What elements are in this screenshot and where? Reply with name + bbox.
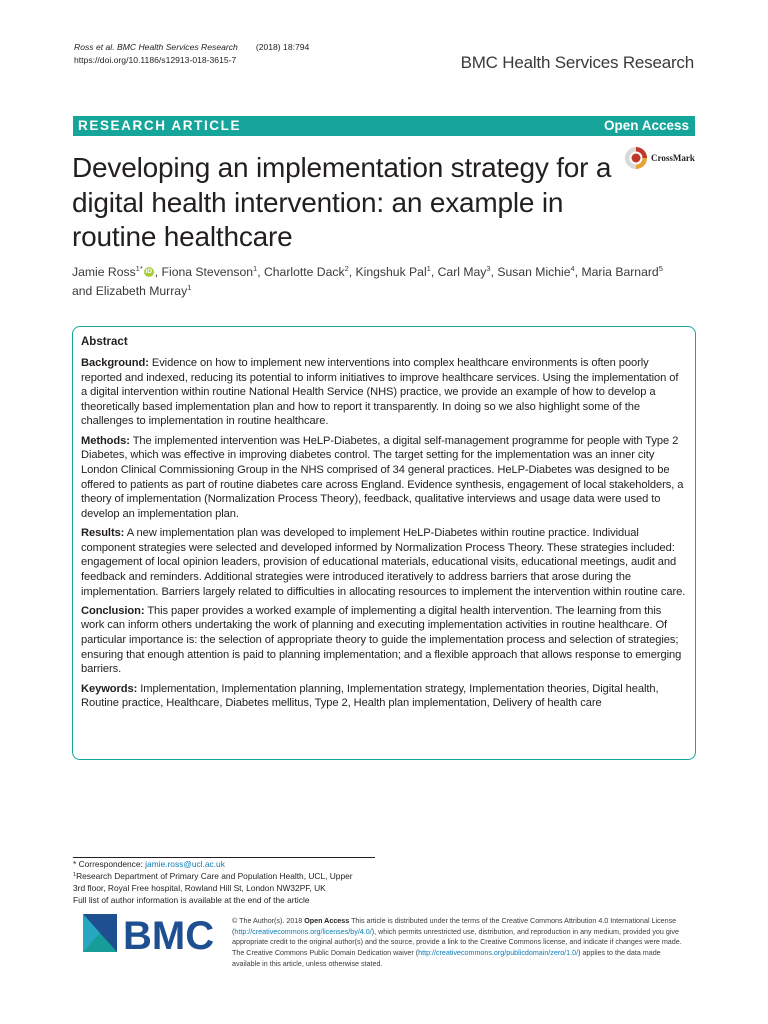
author-affiliation-mark: 5 bbox=[658, 264, 663, 273]
author-name: Susan Michie bbox=[497, 265, 571, 279]
article-type-ribbon bbox=[73, 116, 695, 136]
author-name: Maria Barnard bbox=[581, 265, 659, 279]
author-name: Fiona Stevenson bbox=[161, 265, 254, 279]
crossmark-label: CrossMark bbox=[651, 153, 695, 163]
license-statement bbox=[232, 916, 687, 970]
affiliation-line-1: Research Department of Primary Care and Population Health, UCL, Upper bbox=[76, 871, 353, 881]
doi-link[interactable]: https://doi.org/10.1186/s12913-018-3615-7 bbox=[74, 55, 237, 65]
license-text-1: This article is distributed under the terms of the Creative Commons Attribution 4.0 International License ( bbox=[232, 917, 677, 936]
abstract-box bbox=[72, 326, 696, 760]
license-open-access: Open Access bbox=[304, 917, 350, 925]
author-affiliation-mark: 2 bbox=[344, 264, 349, 273]
orcid-icon[interactable]: iD bbox=[145, 268, 153, 275]
journal-name: BMC Health Services Research bbox=[460, 53, 694, 72]
correspondence-email[interactable]: jamie.ross@ucl.ac.uk bbox=[145, 859, 225, 869]
author-affiliation-mark: 1 bbox=[253, 264, 258, 273]
author-affiliation-mark: 3 bbox=[486, 264, 491, 273]
abstract-section-label: Methods: bbox=[81, 434, 130, 447]
abstract-section-text: A new implementation plan was developed to implement HeLP-Diabetes within routine practice. Individual component strategies were selected and developed informed by Normalization Process Theory. These strategies included: engagement of local opinion leaders, provision of educational materials, educational visits, educational meetings, audit and feedback and reminders. Additional strategies were introduced iteratively to address barriers that arose during the implementation. Barriers largely related to difficulties in allocating resources to implement the intervention within routine care. bbox=[81, 527, 686, 598]
abstract-section-text: This paper provides a worked example of implementing a digital health intervention. The learning from this work can inform others undertaking the work of planning and executing implementation activities in routine healthcare. Of particular importance is: the selection of appropriate theory to guide the implementation process and selection of strategies; ensuring that enough attention is paid to planning implementation; and a flexible approach that allows response to emerging barriers. bbox=[81, 604, 682, 676]
footnotes bbox=[73, 858, 393, 906]
abstract-section-text: The implemented intervention was HeLP-Diabetes, a digital self-management programme for people with Type 2 Diabetes, which was effective in improving diabetes control. The target setting for the implementation was an inner city London Clinical Commissioning Group in the NHS comprised of 34 general practices. HeLP-Diabetes was designed to be offered to patients as part of routine diabetes care across England. Evidence synthesis, engagement of local stakeholders, a theory of implementation (Normalization Process Theory), feedback, qualitative interviews and usage data were used to develop an implementation plan. bbox=[81, 434, 684, 520]
abstract-heading: Abstract bbox=[81, 336, 128, 348]
author-name: Carl May bbox=[437, 265, 487, 279]
author-name: Charlotte Dack bbox=[263, 265, 345, 279]
abstract-section-text: Evidence on how to implement new interventions into complex healthcare environments is often poorly reported and indexed, reducing its potential to inform initiatives to improve healthcare services. Using the implementation of a digital intervention within routine National Health Service (NHS) practice, we provide an example of how to develop a theoretically based implementation plan and how to report it transparently. In doing so we also highlight some of the challenges to implementation in routine healthcare. bbox=[81, 357, 679, 428]
article-title: Developing an implementation strategy for a digital health intervention: an example in routine healthcare bbox=[72, 152, 612, 252]
abstract-section bbox=[81, 526, 687, 599]
affiliation-line-2: 3rd floor, Royal Free hospital, Rowland Hill St, London NW32PF, UK bbox=[73, 883, 326, 893]
author-affiliation-mark: 1 bbox=[187, 283, 192, 292]
author-name: Kingshuk Pal bbox=[355, 265, 427, 279]
author-affiliation-mark: 4 bbox=[570, 264, 575, 273]
abstract-section-label: Keywords: bbox=[81, 682, 138, 695]
citation-year: (2018) 18:794 bbox=[255, 42, 310, 52]
abstract-section bbox=[81, 434, 687, 522]
full-author-info-note: Full list of author information is available at the end of the article bbox=[73, 895, 310, 905]
citation-header bbox=[74, 41, 309, 67]
copyright-text: © The Author(s). 2018 bbox=[232, 917, 303, 925]
abstract-section-label: Results: bbox=[81, 527, 125, 540]
license-link-by[interactable]: http://creativecommons.org/licenses/by/4.0/ bbox=[234, 927, 372, 936]
affiliation-mark: 1 bbox=[73, 872, 77, 878]
author-list: Jamie Ross$^{1*}$ iD , Fiona Stevenson$^1$, Charlotte Dack$^2$, Kingshuk Pal$^1$, Carl May$^3$, Susan Michie$^4$, Maria Barnard$^5$ and Elizabeth Murray$^1$ bbox=[72, 264, 663, 298]
license-text-3: ) applies to the data made available in this article, unless otherwise stated. bbox=[232, 949, 661, 968]
abstract-section-text: Implementation, Implementation planning, Implementation strategy, Implementation theories, Digital health, Routine practice, Healthcare, Diabetes mellitus, Type 2, Health plan implementation, Delivery of health care bbox=[81, 682, 659, 710]
author-affiliation-mark: 1* bbox=[135, 264, 143, 273]
bmc-logo-text: BMC bbox=[123, 914, 215, 958]
abstract-section bbox=[81, 356, 687, 429]
correspondence-label: * Correspondence: bbox=[73, 859, 143, 869]
abstract-body bbox=[81, 356, 687, 711]
citation-authors: Ross et al. BMC Health Services Research bbox=[74, 42, 238, 52]
author-affiliation-mark: 1 bbox=[426, 264, 431, 273]
abstract-section bbox=[81, 604, 687, 677]
crossmark-icon bbox=[624, 146, 648, 170]
open-access-label: Open Access bbox=[603, 118, 689, 133]
crossmark-badge[interactable] bbox=[624, 146, 696, 172]
bmc-logo bbox=[83, 908, 219, 958]
abstract-section-label: Conclusion: bbox=[81, 604, 145, 617]
article-type-label: RESEARCH ARTICLE bbox=[78, 118, 242, 133]
abstract-section-label: Background: bbox=[81, 357, 149, 369]
abstract-section bbox=[81, 682, 687, 711]
license-text-2: ), which permits unrestricted use, distribution, and reproduction in any medium, provided you give appropriate credit to the original author(s) and the source, provide a link to the Creative Commons license, and indicate if changes were made. The Creative Commons Public Domain Dedication waiver ( bbox=[232, 927, 682, 958]
author-name: Elizabeth Murray bbox=[95, 284, 188, 298]
license-link-zero[interactable]: http://creativecommons.org/publicdomain/zero/1.0/ bbox=[418, 949, 579, 958]
author-name: Jamie Ross bbox=[72, 265, 136, 279]
